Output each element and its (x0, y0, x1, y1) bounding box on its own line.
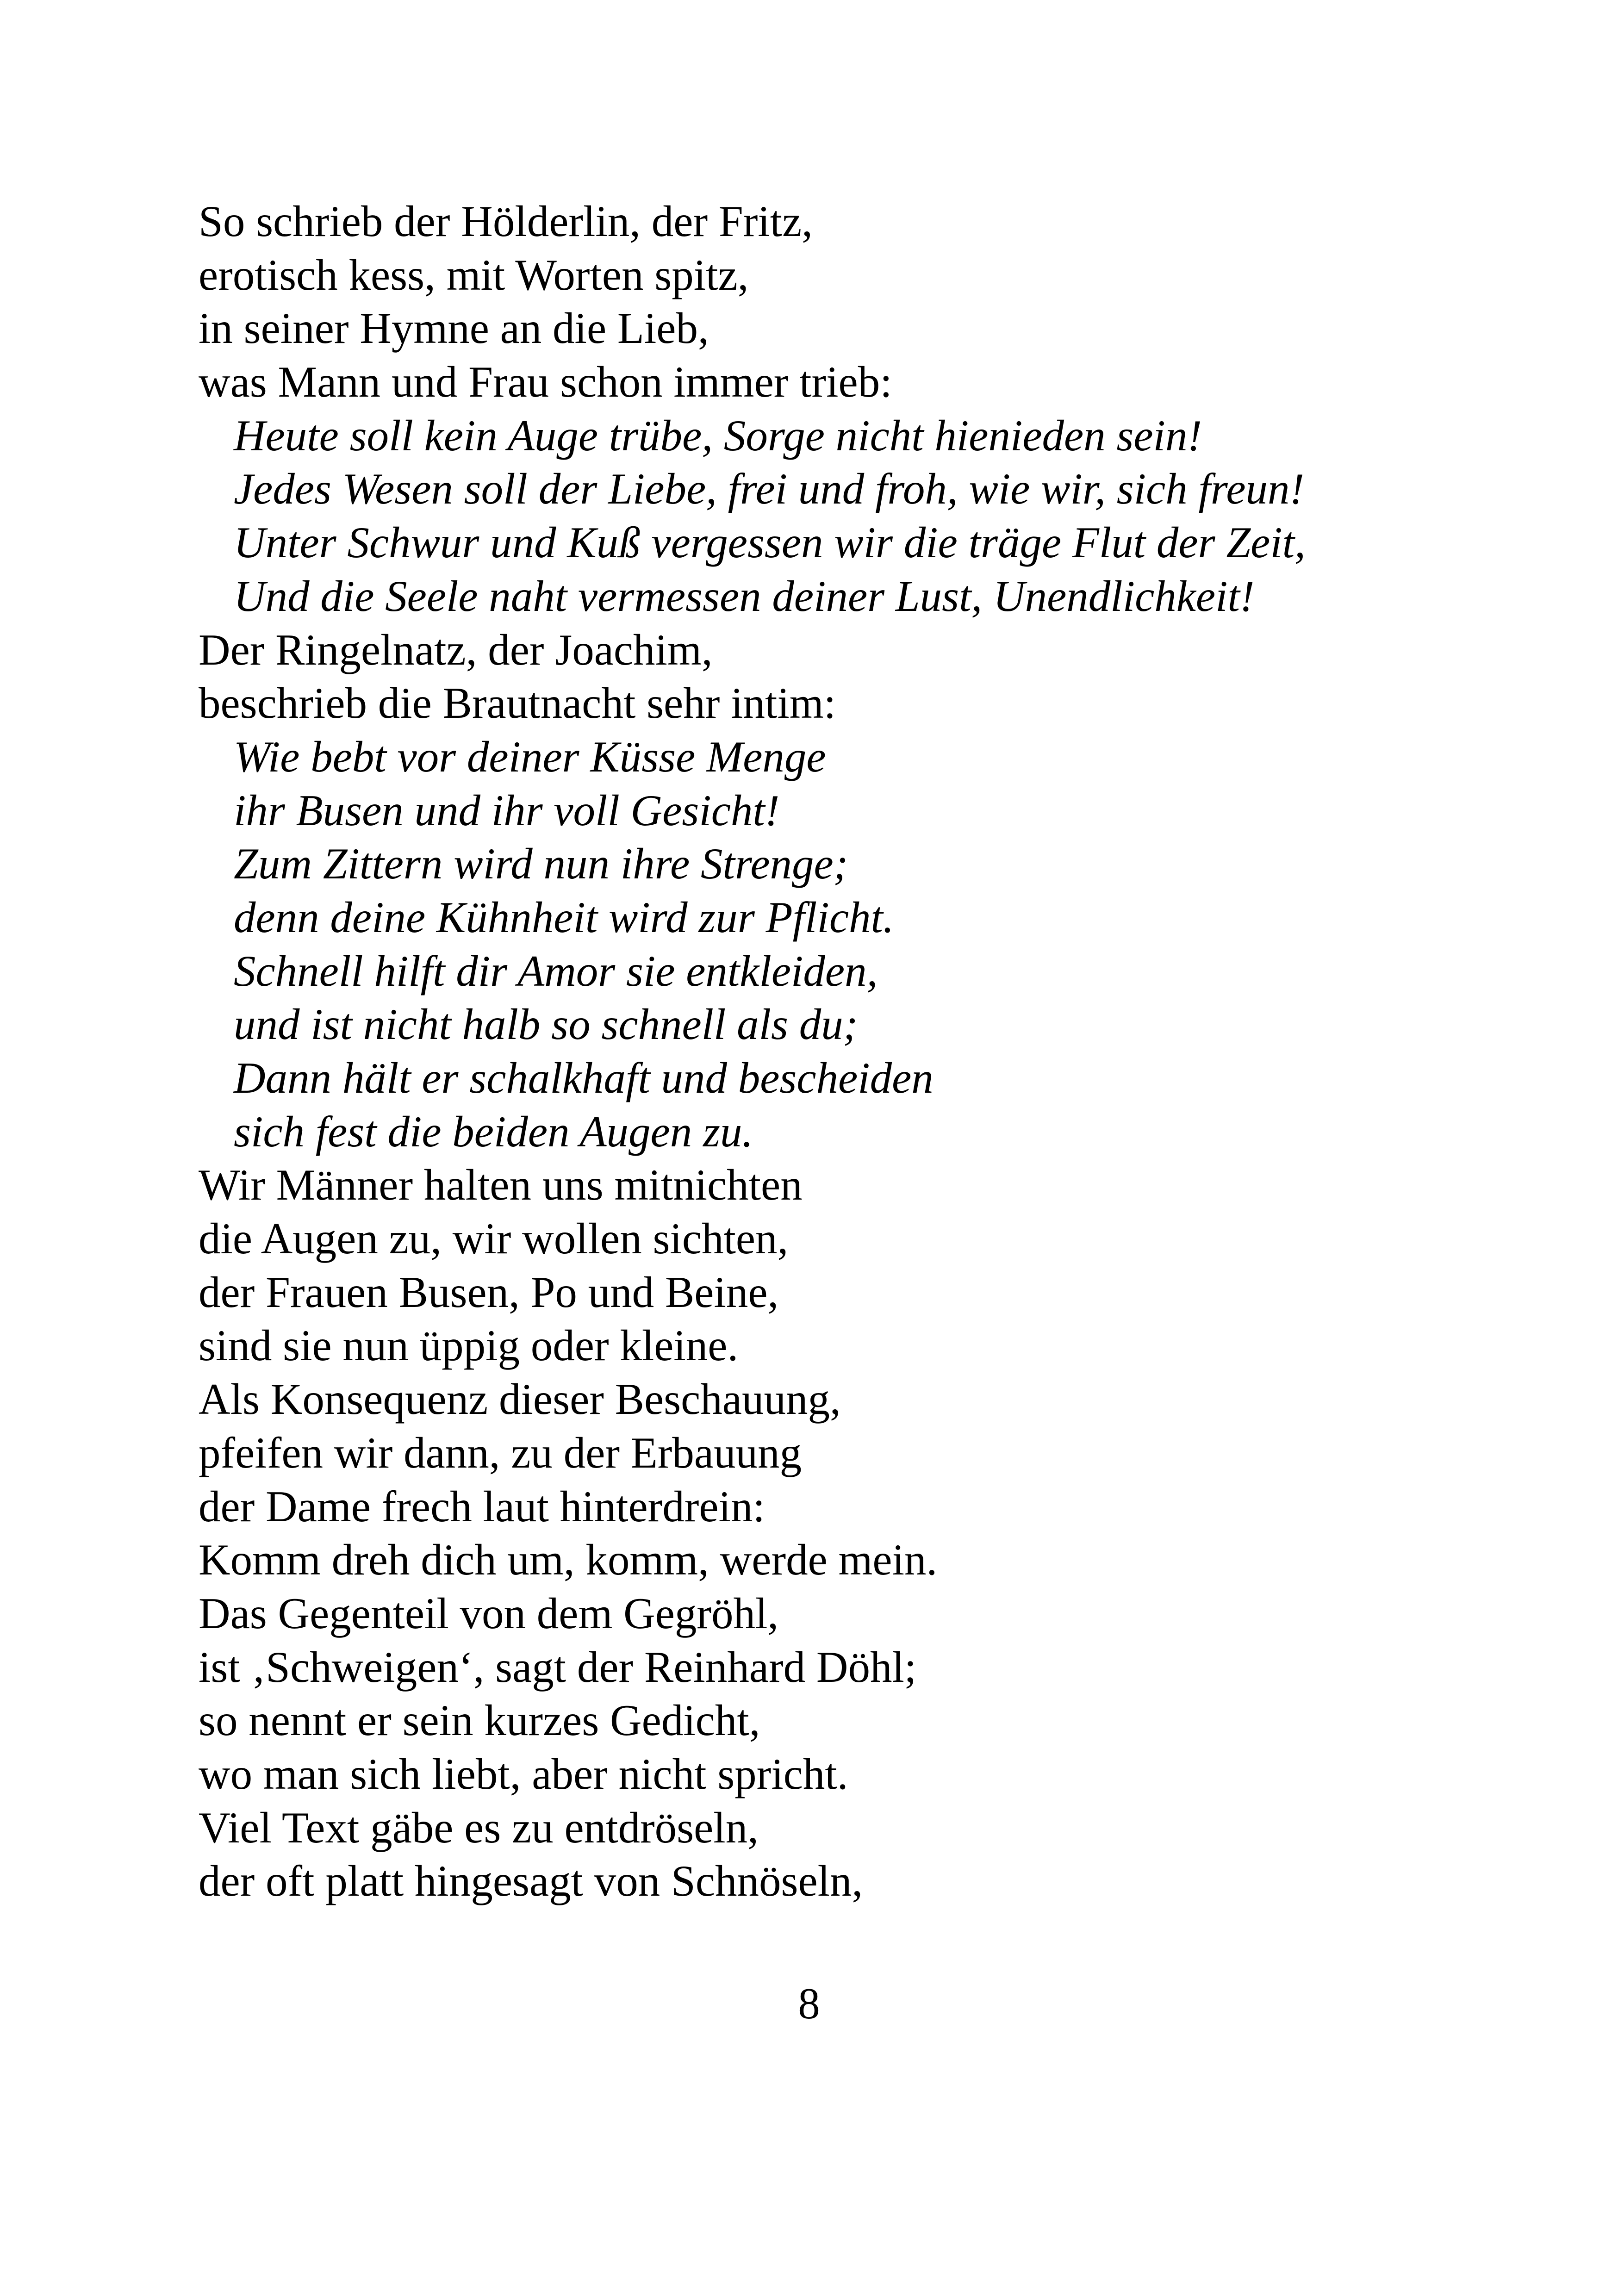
verse-line: So schrieb der Hölderlin, der Fritz, (199, 197, 813, 246)
verse-line: der Dame frech laut hinterdrein: (199, 1481, 765, 1531)
quoted-verse-line: Schnell hilft dir Amor sie entkleiden, (234, 946, 878, 996)
verse-line: der oft platt hingesagt von Schnöseln, (199, 1856, 863, 1906)
verse-line: pfeifen wir dann, zu der Erbauung (199, 1428, 802, 1477)
quoted-verse-line: Wie bebt vor deiner Küsse Menge (234, 732, 826, 781)
quoted-verse-line: sich fest die beiden Augen zu. (234, 1107, 753, 1156)
quoted-verse-line: Unter Schwur und Kuß vergessen wir die träge Flut der Zeit, (234, 518, 1306, 567)
quoted-verse-line: ihr Busen und ihr voll Gesicht! (234, 785, 780, 835)
quoted-verse-line: Jedes Wesen soll der Liebe, frei und froh, wie wir, sich freun! (234, 464, 1305, 514)
verse-line: Wir Männer halten uns mitnichten (199, 1160, 803, 1210)
verse-line: was Mann und Frau schon immer trieb: (199, 357, 892, 407)
verse-line: Das Gegenteil von dem Gegröhl, (199, 1588, 779, 1638)
verse-line: der Frauen Busen, Po und Beine, (199, 1267, 779, 1317)
verse-line: Viel Text gäbe es zu entdröseln, (199, 1803, 759, 1852)
page-number: 8 (798, 1979, 820, 2028)
verse-line: beschrieb die Brautnacht sehr intim: (199, 678, 836, 728)
verse-line: sind sie nun üppig oder kleine. (199, 1321, 739, 1370)
quoted-verse-line: Heute soll kein Auge trübe, Sorge nicht hienieden sein! (234, 411, 1202, 460)
quoted-verse-line: Und die Seele naht vermessen deiner Lust, Unendlichkeit! (234, 571, 1255, 621)
verse-line: wo man sich liebt, aber nicht spricht. (199, 1749, 848, 1798)
verse-line: erotisch kess, mit Worten spitz, (199, 250, 749, 299)
quoted-verse-line: denn deine Kühnheit wird zur Pflicht. (234, 892, 894, 942)
quoted-verse-line: und ist nicht halb so schnell als du; (234, 1000, 858, 1049)
verse-line: Als Konsequenz dieser Beschauung, (199, 1375, 841, 1424)
poem-text (199, 195, 1448, 1908)
verse-line: in seiner Hymne an die Lieb, (199, 304, 709, 353)
verse-line: Komm dreh dich um, komm, werde mein. (199, 1535, 938, 1585)
quoted-verse-line: Zum Zittern wird nun ihre Strenge; (234, 839, 848, 889)
verse-line: Der Ringelnatz, der Joachim, (199, 625, 713, 674)
verse-line: ist ‚Schweigen‘, sagt der Reinhard Döhl; (199, 1642, 917, 1692)
verse-line: die Augen zu, wir wollen sichten, (199, 1214, 789, 1263)
quoted-verse-line: Dann hält er schalkhaft und bescheiden (234, 1053, 933, 1102)
verse-line: so nennt er sein kurzes Gedicht, (199, 1696, 760, 1745)
